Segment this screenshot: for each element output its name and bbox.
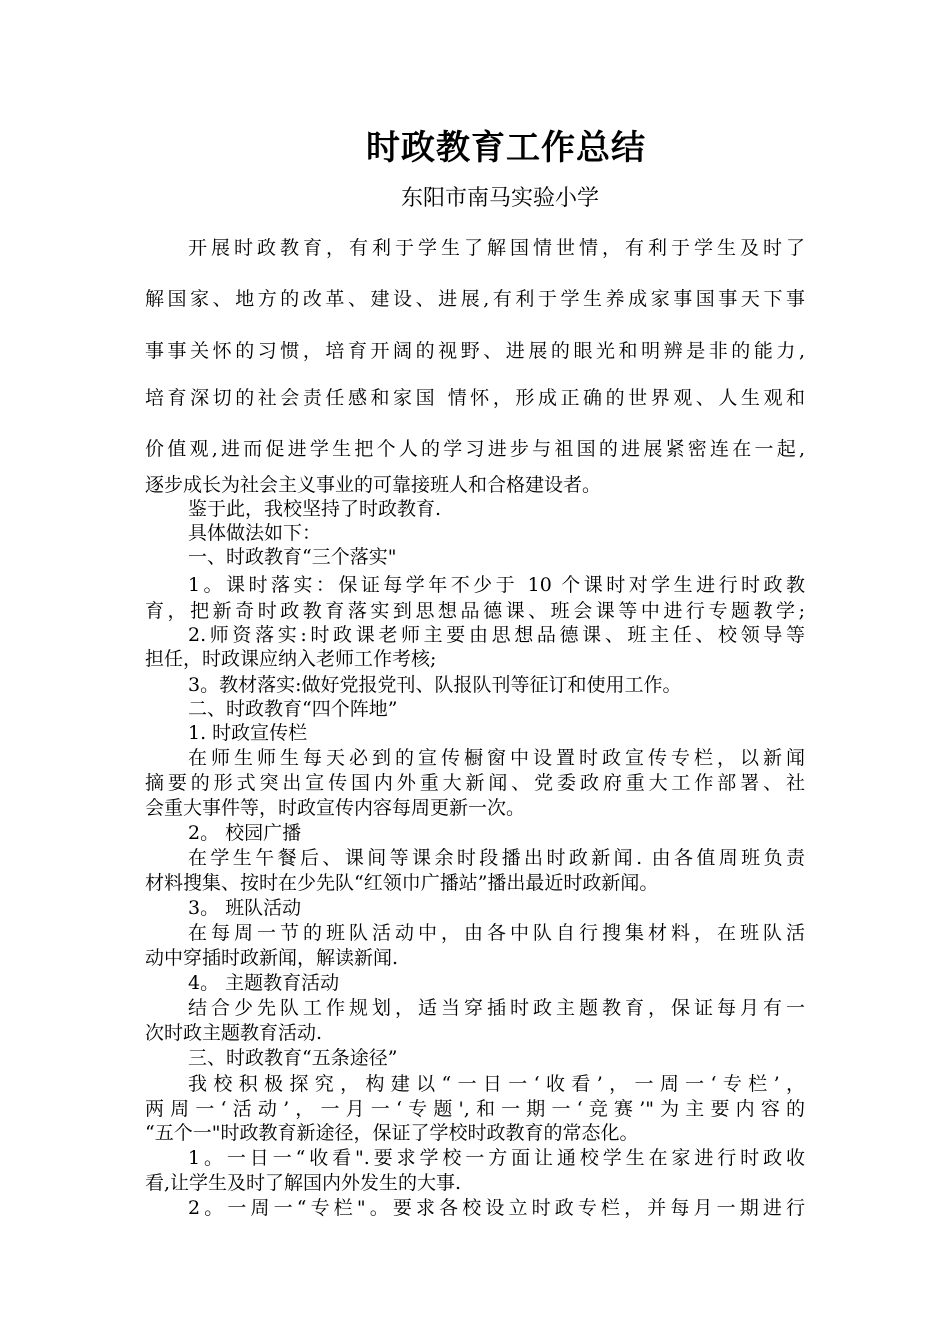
paragraph-line: 1。课时落实：保证每学年不少于 10 个课时对学生进行时政教: [188, 574, 805, 596]
paragraph-line: 看,让学生及时了解国内外发生的大事.: [145, 1172, 462, 1194]
paragraph-line: 两周一‘活动’，一月一‘专题',和一期一‘竞赛’"为主要内容的: [145, 1098, 805, 1120]
paragraph-line: 事事关怀的习惯，培育开阔的视野、进展的眼光和明辨是非的能力,: [145, 340, 805, 362]
document-title: 时政教育工作总结: [366, 128, 646, 168]
paragraph-line: 逐步成长为社会主义事业的可靠接班人和合格建设者。: [145, 474, 602, 496]
paragraph-line: 育，把新奇时政教育落实到思想品德课、班会课等中进行专题教学;: [145, 600, 805, 622]
paragraph-line: “五个一"时政教育新途径，保证了学校时政教育的常态化。: [145, 1122, 639, 1144]
subsection-heading: 4。 主题教育活动: [188, 972, 340, 994]
paragraph-line: 在师生师生每天必到的宣传橱窗中设置时政宣传专栏，以新闻: [188, 747, 805, 769]
paragraph-line: 3。教材落实:做好党报党刊、队报队刊等征订和使用工作。: [188, 674, 682, 696]
paragraph-line: 次时政主题教育活动.: [145, 1022, 323, 1044]
paragraph-line: 材料搜集、按时在少先队“红领巾广播站”播出最近时政新闻。: [145, 872, 659, 894]
paragraph-line: 价值观,进而促进学生把个人的学习进步与祖国的进展紧密连在一起,: [145, 438, 805, 460]
paragraph-line: 1。一日一“收看".要求学校一方面让通校学生在家进行时政收: [188, 1147, 805, 1169]
paragraph-line: 我校积极探究，构建以“一日一‘收看’，一周一‘专栏’，: [188, 1073, 805, 1095]
paragraph-line: 开展时政教育，有利于学生了解国情世情，有利于学生及时了: [188, 237, 805, 259]
section-heading: 二、时政教育“四个阵地”: [188, 698, 398, 720]
subsection-heading: 3。 班队活动: [188, 897, 302, 919]
section-heading: 三、时政教育“五条途径”: [188, 1047, 398, 1069]
paragraph-line: 摘要的形式突出宣传国内外重大新闻、党委政府重大工作部署、社: [145, 772, 805, 794]
paragraph-line: 动中穿插时政新闻，解读新闻.: [145, 947, 399, 969]
paragraph-line: 培育深切的社会责任感和家国 情怀，形成正确的世界观、人生观和: [145, 387, 805, 409]
subsection-heading: 1. 时政宣传栏: [188, 722, 308, 744]
paragraph-line: 会重大事件等，时政宣传内容每周更新一次。: [145, 797, 526, 819]
paragraph-line: 鉴于此，我校坚持了时政教育.: [188, 498, 442, 520]
section-heading: 一、时政教育“三个落实": [188, 546, 397, 568]
paragraph-line: 解国家、地方的改革、建设、进展,有利于学生养成家事国事天下事: [145, 288, 805, 310]
paragraph-line: 2。一周一“专栏"。要求各校设立时政专栏，并每月一期进行: [188, 1197, 805, 1219]
paragraph-line: 结合少先队工作规划，适当穿插时政主题教育，保证每月有一: [188, 997, 805, 1019]
paragraph-line: 在学生午餐后、课间等课余时段播出时政新闻. 由各值周班负责: [188, 847, 805, 869]
paragraph-line: 2.师资落实:时政课老师主要由思想品德课、班主任、校领导等: [188, 624, 805, 646]
paragraph-line: 担任，时政课应纳入老师工作考核;: [145, 648, 437, 670]
paragraph-line: 在每周一节的班队活动中，由各中队自行搜集材料，在班队活: [188, 922, 805, 944]
document-subtitle: 东阳市南马实验小学: [400, 186, 599, 211]
paragraph-line: 具体做法如下：: [188, 522, 322, 544]
subsection-heading: 2。 校园广播: [188, 822, 302, 844]
